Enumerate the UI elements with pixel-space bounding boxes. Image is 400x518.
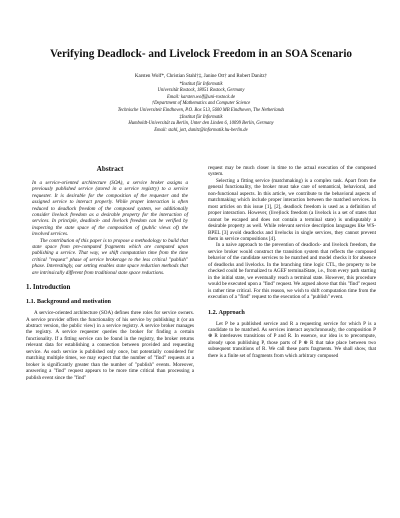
body-paragraph: In a naive approach to the prevention of deadlock- and livelock freedom, the service broker would construct the transition system that reflects the composed behavior of the candidate services to be matched and model checks it for absence of deadlocks and livelocks. In the branching time logic CTL, the property to be checked could be formalized to AGEF terminalState, i.e., from every path starting in the initial state, we eventually reach a terminal state. However, this procedure would be executed upon a "find" request. We argued above that this "find" request is rather time critical. For this reason, we wish to shift computation time from the execution of a "find" request to the execution of a "publish" event. <box>208 242 376 301</box>
affiliation-line: ‡Institut für Informatik <box>179 114 223 120</box>
author-list: Karsten Wolf*, Christian Stahl†‡, Janine Ott† and Robert Danitz† <box>134 74 268 79</box>
author-block <box>26 74 376 134</box>
body-paragraph: request may be much closer in time to the actual execution of the composed system. <box>208 165 376 178</box>
subsection-heading: 1.2. Approach <box>208 308 245 316</box>
subsection-heading: 1.1. Background and motivation <box>26 298 111 306</box>
affiliation-line: Universität Rostock, 18051 Rostock, Germany <box>157 88 245 94</box>
abstract-paragraph: In a service-oriented architecture (SOA), a service broker assigns a previously published service (stored in a service registry) to a service requester. It is desirable for the composition of the requester and the assigned service to interact properly. While proper interaction is often reduced to deadlock freedom of the composed system, we additionally consider livelock freedom as a desirable property for the interaction of services. In principle, deadlock- and livelock freedom can be verified by inspecting the state space of the composition of (public views of) the involved services. <box>32 180 188 238</box>
right-column <box>208 165 376 381</box>
affiliation-line: †Department of Mathematics and Computer Science <box>151 101 251 107</box>
email-line: Email: karsten.wolf@uni-rostock.de <box>166 94 236 100</box>
affiliation-line: Humboldt-Universität zu Berlin, Unter den Linden 6, 10099 Berlin, Germany <box>128 121 274 127</box>
abstract-body <box>26 180 194 276</box>
affiliation-line: *Institut für Informatik <box>179 81 223 87</box>
affiliation-line: Technische Universiteit Eindhoven, P.O. Box 513, 5600 MB Eindhoven, The Netherlands <box>117 107 285 113</box>
abstract-heading: Abstract <box>96 165 124 173</box>
body-paragraph: Selecting a fitting service (matchmaking) is a complex task. Apart from the general functionality, the broker must take care of semantical, behavioral, and non-functional aspects. In this article, we contribute to the behavioral aspects of matchmaking which include proper interaction between the matched services. In most articles on this issue [1], [2], deadlock freedom is used as a definition of proper interaction. However, (live)lock freedom (a livelock is a set of states that cannot be escaped and does not contain a terminal state) is undisputably a desirable property as well. While relevant service description languages like WS-BPEL [3] avoid deadlocks and livelocks in single services, they cannot prevent them in service compositions [4]. <box>208 177 376 242</box>
email-line: Email: stahl, jott, danitz@informatik.hu-berlin.de <box>154 127 248 133</box>
section-heading: 1. Introduction <box>26 284 71 292</box>
left-column <box>26 165 194 381</box>
abstract-paragraph: The contribution of this paper is to propose a methodology to build that state space from pre-computed fragments which are computed upon publishing a service. That way, we shift computation time from the time critical "request" phase of service brokerage to the less critical "publish" phase. Interestingly, our setting enables state space reduction methods that are intrinsically different from traditional state space reductions. <box>32 237 188 276</box>
paper-title: Verifying Deadlock- and Livelock Freedom in an SOA Scenario <box>49 48 353 60</box>
two-column-body <box>26 165 376 381</box>
body-paragraph: A service-oriented architecture (SOA) defines three roles for service owners. A service provider offers the functionality of his service by publishing it (or an abstract version, the public view) in a service registry. A service broker manages the registry. A service requester queries the broker for finding a certain functionality. If a fitting service can be found in the registry, the broker returns relevant data for establishing a connection between provided and requesting service. As each service is published only once, but potentially considered for matching multiple times, we may expect that the number of "find" requests at a broker is significantly greater than the number of "publish" events. Moreover, answering a "find" request appears to be more time critical than processing a publish event since the "find" <box>26 310 194 381</box>
body-paragraph: Let P be a published service and R a requesting service for which P is a candidate to be matched. As services interact asynchronously, the composition P ⊕ R interleaves transitions of P and R. In essence, our idea is to precompute, already upon publishing P, those parts of P ⊕ R that take place between two subsequent transitions of R. We call these parts fragments. We shall show, that there is a finite set of fragments from which arbitrary composed <box>208 320 376 359</box>
